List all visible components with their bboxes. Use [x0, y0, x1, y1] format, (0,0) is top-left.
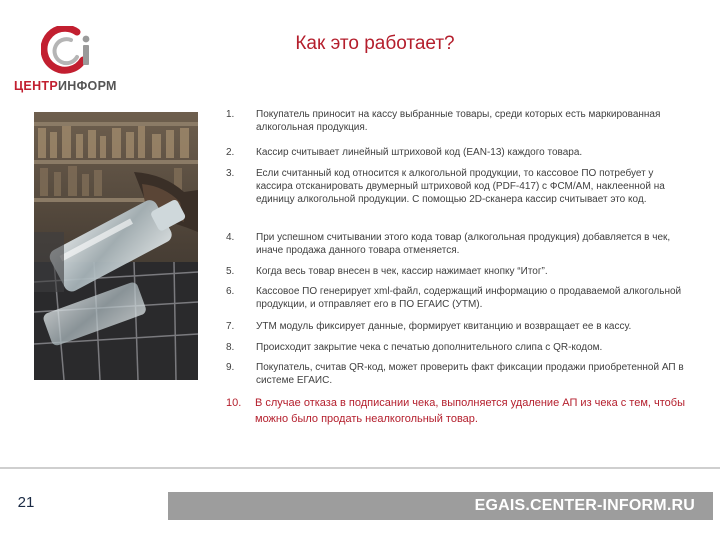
logo-emblem-icon [41, 26, 97, 78]
slide-title: Как это работает? [295, 33, 455, 54]
logo-wordmark: ЦЕНТРИНФОРМ [14, 79, 117, 93]
store-photo [34, 112, 198, 380]
page-number: 21 [17, 494, 35, 511]
footer-divider [0, 467, 720, 469]
company-logo [14, 26, 124, 96]
website-banner: EGAIS.CENTER-INFORM.RU [168, 492, 713, 520]
